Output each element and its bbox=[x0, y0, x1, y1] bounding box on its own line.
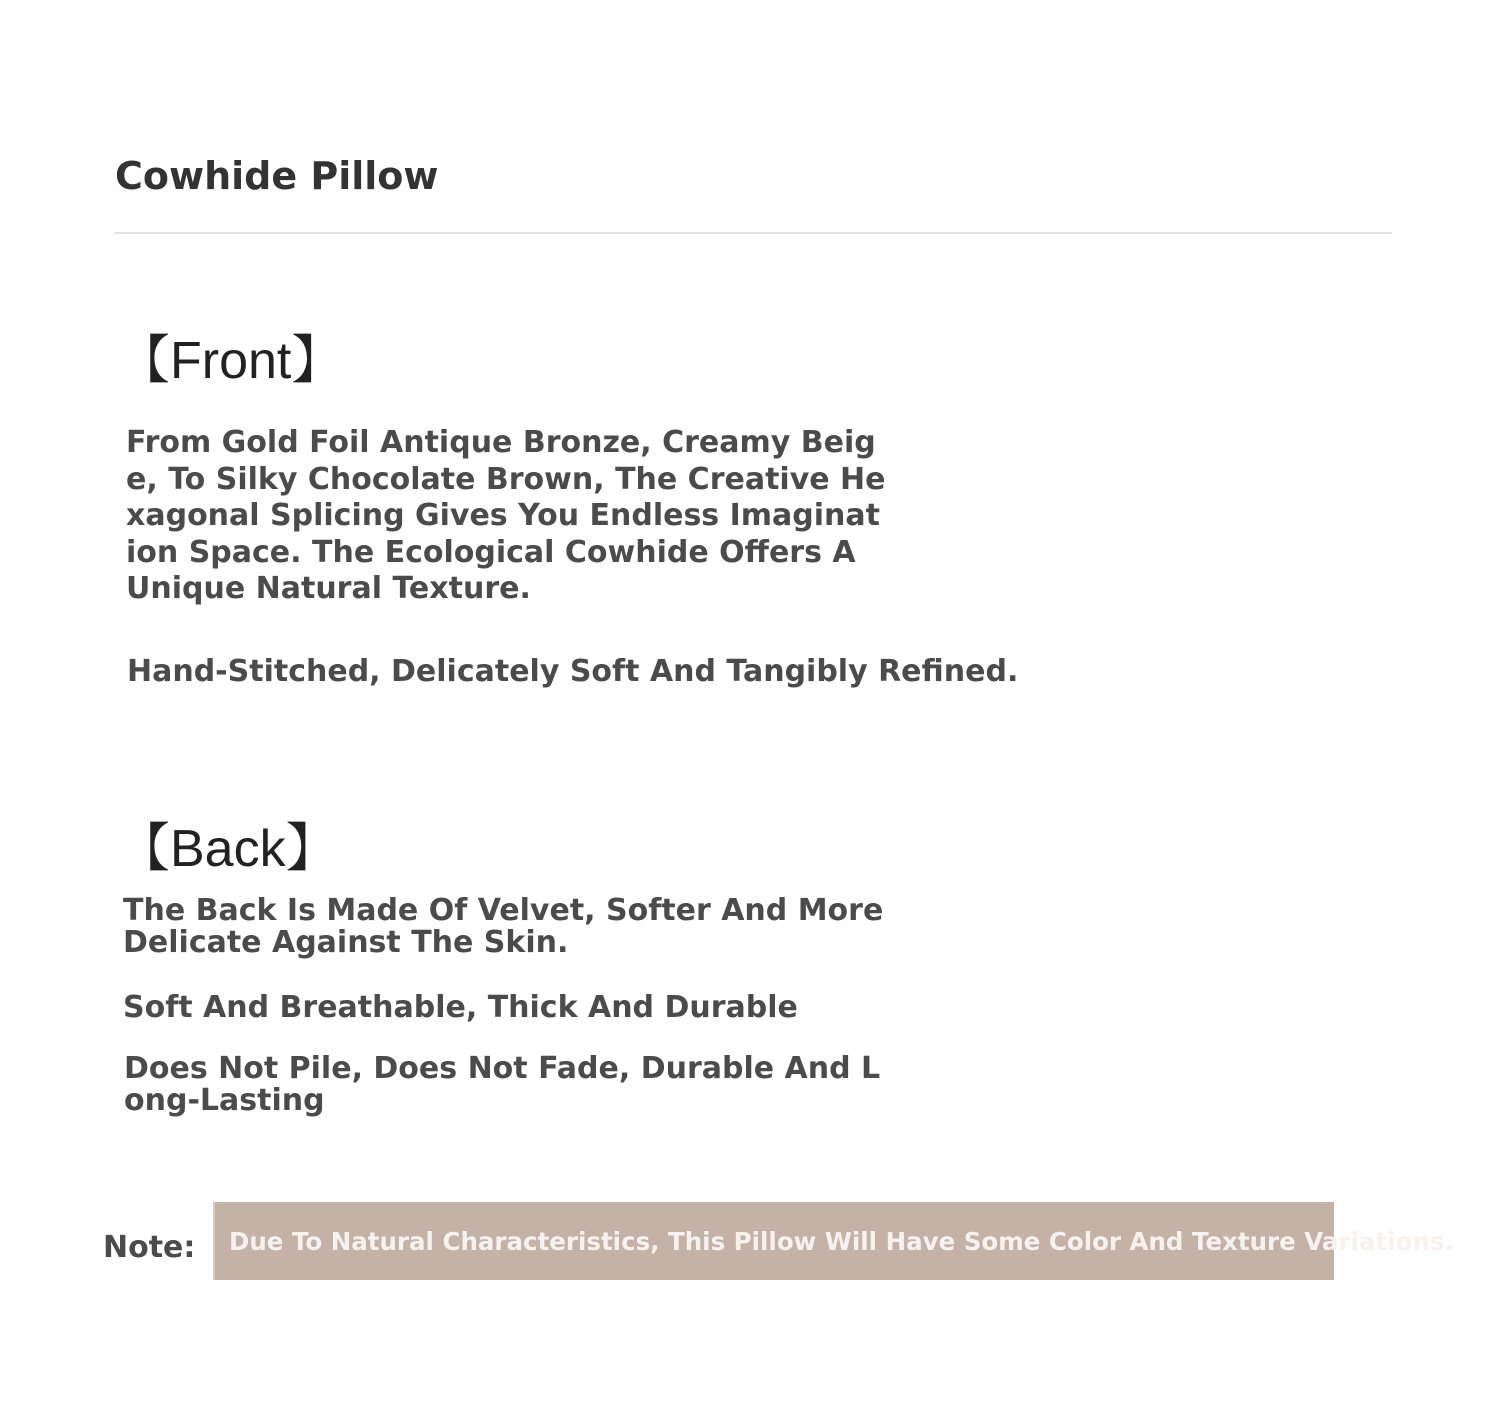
back-description: The Back Is Made Of Velvet, Softer And More Delicate Against The Skin. bbox=[123, 893, 884, 960]
front-stitching-text: Hand-Stitched, Delicately Soft And Tangibly Refined. bbox=[127, 654, 1019, 689]
back-softness-text: Soft And Breathable, Thick And Durable bbox=[123, 990, 798, 1025]
page-title: Cowhide Pillow bbox=[115, 154, 439, 198]
back-heading: 【Back】 bbox=[118, 820, 338, 878]
back-durability-text: Does Not Pile, Does Not Fade, Durable And Long-Lasting bbox=[124, 1051, 881, 1118]
note-text: Due To Natural Characteristics, This Pillow Will Have Some Color And Texture Variations. bbox=[229, 1227, 1454, 1256]
front-heading: 【Front】 bbox=[118, 332, 344, 390]
note-label: Note: bbox=[103, 1230, 196, 1265]
front-description: From Gold Foil Antique Bronze, Creamy Beige, To Silky Chocolate Brown, The Creative Hexagonal Splicing Gives You Endless Imagination Space. The Ecological Cowhide Offers A Unique Natural Texture. bbox=[126, 425, 886, 606]
title-divider bbox=[114, 232, 1392, 234]
